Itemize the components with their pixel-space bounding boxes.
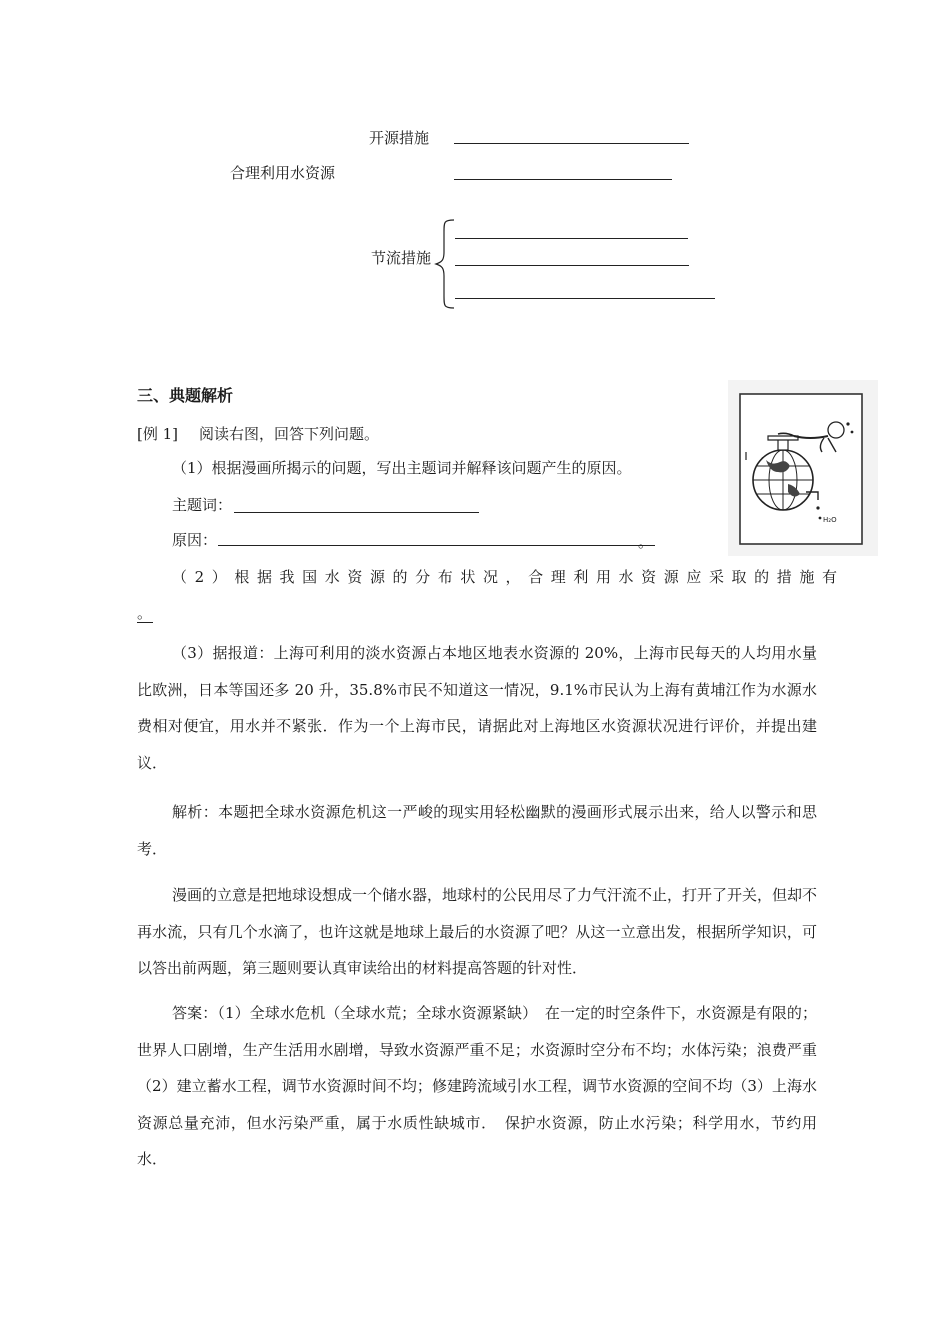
save-water-blank-1[interactable]	[455, 238, 688, 239]
question-1: （1）根据漫画所揭示的问题，写出主题词并解释该问题产生的原因。	[172, 459, 632, 477]
reason-label: 原因：	[172, 531, 218, 549]
question-2-end: 。	[137, 604, 153, 622]
cartoon-meaning-paragraph: 漫画的立意是把地球设想成一个储水器，地球村的公民用尽了力气汗流不止，打开了开关，但却不再水流，只有几个水滴了，也许这就是地球上最后的水资源了吧？从这一立意出发，根据所学知识，可以答出前两题，第三题则要认真审读给出的材料提高答题的针对性．	[137, 886, 818, 977]
save-water-blank-3[interactable]	[455, 298, 715, 299]
example-prompt: 阅读右图，回答下列问题。	[199, 425, 380, 443]
rational-use-label: 合理利用水资源	[230, 164, 336, 182]
water-label: H₂O	[823, 516, 837, 524]
reason-blank[interactable]	[218, 545, 655, 546]
example-label: [例 1]	[137, 425, 179, 443]
question-3: （3）据报道：上海可利用的淡水资源占本地区地表水资源的 20%，上海市民每天的人均用水量比欧洲，日本等国还多 20 升，35.8%市民不知道这一情况，9.1%市民认为上海有黄埔江作为水源水费相对便宜，用水并不紧张．作为一个上海市民，请据此对上海地区水资源状况进行评价，并提出建议．	[137, 644, 817, 772]
curly-brace-icon	[434, 218, 458, 310]
analysis-paragraph: 解析：本题把全球水资源危机这一严峻的现实用轻松幽默的漫画形式展示出来，给人以警示和思考．	[137, 803, 817, 858]
save-water-label: 节流措施	[371, 249, 432, 267]
open-source-blank[interactable]	[454, 143, 689, 144]
globe-icon	[753, 450, 813, 510]
question-2: （2）根据我国水资源的分布状况，合理利用水资源应采取的措施有	[172, 568, 845, 586]
answer-paragraph: 答案：（1）全球水危机（全球水荒；全球水资源紧缺） 在一定的时空条件下，水资源是有限的；世界人口剧增，生产生活用水剧增，导致水资源严重不足；水资源时空分布不均；水体污染；浪费严重（2）建立蓄水工程，调节水资源时间不均；修建跨流域引水工程，调节水资源的空间不均（3）上海水资源总量充沛，但水污染严重，属于水质性缺城市． 保护水资源，防止水污染；科学用水，节约用水．	[137, 1004, 817, 1168]
rational-use-blank[interactable]	[454, 179, 672, 180]
section-heading: 三、典题解析	[137, 386, 234, 405]
save-water-blank-2[interactable]	[455, 265, 689, 266]
cartoon-image	[728, 380, 878, 556]
topic-blank[interactable]	[234, 512, 479, 513]
topic-label: 主题词：	[172, 496, 233, 514]
reason-end: 。	[638, 533, 654, 551]
open-source-label: 开源措施	[369, 129, 430, 147]
question-2-blank[interactable]	[137, 622, 153, 623]
